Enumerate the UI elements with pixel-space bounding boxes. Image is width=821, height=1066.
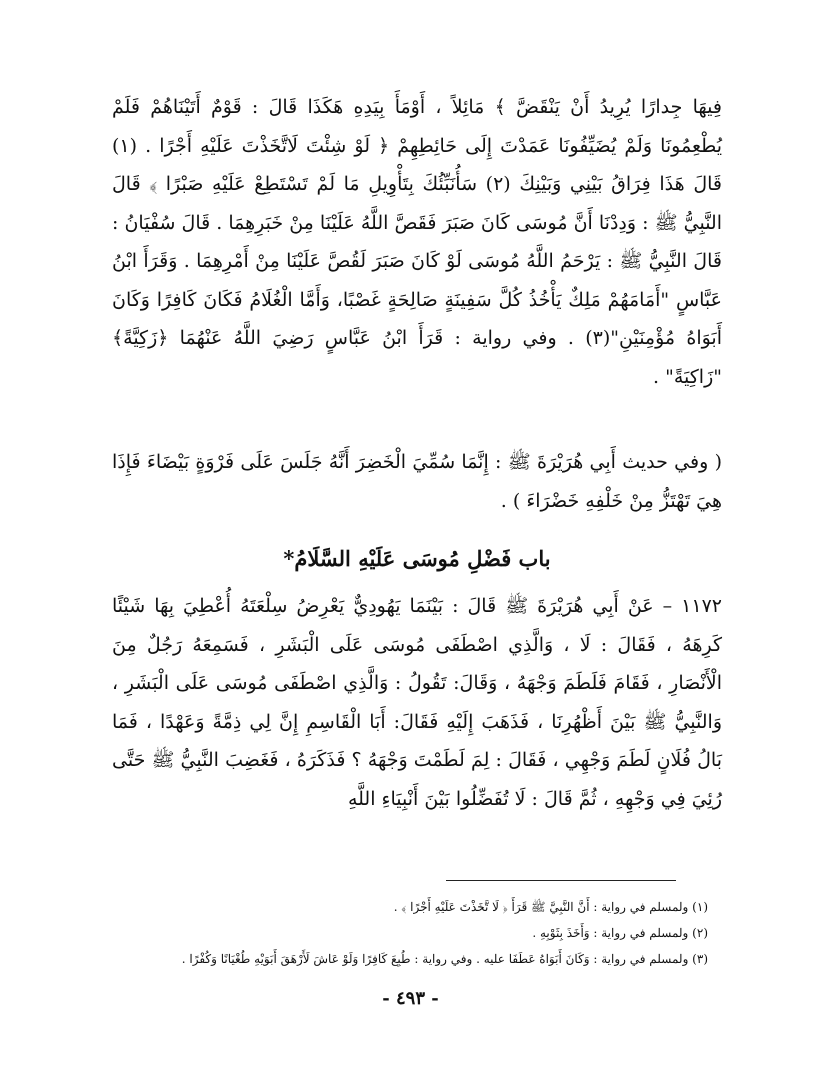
chapter-heading: باب فَضْلِ مُوسَى عَلَيْهِ السَّلَامُ* xyxy=(283,546,551,571)
footnote-1: (١) ولمسلم في رواية : أَنَّ النَّبِيَّ ﷺ قَرَأَ ﴿ لَا تَّخَذْتَ عَلَيْهِ أَجْرًا ﴾ . xyxy=(393,900,708,914)
footnote-3: (٣) ولمسلم في رواية : وَكَانَ أَبَوَاهُ عَطَفَا عليه . وفي رواية : طُبِعَ كَافِرًا وَلَوْ عَاشَ لَأَرْهَقَ أَبَوَيْهِ طُغْيَانًا وَكُفْرًا . xyxy=(181,952,708,966)
footnotes xyxy=(108,894,708,972)
paragraph-hadith-1172: ١١٧٢ – عَنْ أَبِي هُرَيْرَةَ ﷺ قَالَ : بَيْنَمَا يَهُودِيٌّ يَعْرِضُ سِلْعَتَهُ أُعْطِيَ بِهَا شَيْئًا كَرِهَهُ ، فَقَالَ : لَا ، وَالَّذِي اصْطَفَى مُوسَى عَلَى الْبَشَرِ ، فَسَمِعَهُ رَجُلٌ مِنَ الْأَنْصَارِ ، فَقَامَ فَلَطَمَ وَجْهَهُ ، وَقَالَ: تَقُولُ : وَالَّذِي اصْطَفَى مُوسَى عَلَى الْبَشَرِ ، وَالنَّبِيُّ ﷺ بَيْنَ أَظْهُرِنَا ، فَذَهَبَ إِلَيْهِ فَقَالَ: أَبَا الْقَاسِمِ إِنَّ لِي ذِمَّةً وَعَهْدًا ، فَمَا بَالُ فُلَانٍ لَطَمَ وَجْهِي ، فَقَالَ : لِمَ لَطَمْتَ وَجْهَهُ ؟ فَذَكَرَهُ ، فَغَضِبَ النَّبِيُّ ﷺ حَتَّى رُئِيَ فِي وَجْهِهِ ، ثُمَّ قَالَ : لَا تُفَضِّلُوا بَيْنَ أَنْبِيَاءِ اللَّهِ xyxy=(112,595,722,810)
main-text-block xyxy=(112,88,722,818)
paragraph-abu-hurayrah-note: ( وفي حديث أَبِي هُرَيْرَةَ ﷺ : إِنَّمَا سُمِّيَ الْخَضِرَ أَنَّهُ جَلَسَ عَلَى فَرْوَةٍ بَيْضَاءَ فَإِذَا هِيَ تَهْتَزُّ مِنْ خَلْفِهِ خَضْرَاءَ ) . xyxy=(112,451,722,512)
footnote-divider xyxy=(446,880,676,881)
paragraph-khidr-story: فِيهَا جِدارًا يُرِيدُ أَنْ يَنْقَضَّ ﴾ مَائِلاً ، أَوْمَأَ بِيَدِهِ هَكَذَا قَالَ : قَوْمٌ أَتَيْنَاهُمْ فَلَمْ يُطْعِمُونَا وَلَمْ يُضَيِّفُونَا عَمَدْتَ إِلَى حَائِطِهِمْ ﴿ لَوْ شِئْتَ لَاتَّخَذْتَ عَلَيْهِ أَجْرًا . (١) قَالَ هَذَا فِرَاقُ بَيْنِي وَبَيْنِكَ (٢) سَأُنَبِّئُكَ بِتَأْوِيلِ مَا لَمْ تَسْتَطِعْ عَلَيْهِ صَبْرًا ﴾ قَالَ النَّبِيُّ ﷺ : وَدِدْنَا أَنَّ مُوسَى كَانَ صَبَرَ فَقَصَّ اللَّهُ عَلَيْنَا مِنْ خَبَرِهِمَا . قَالَ سُفْيَانُ : قَالَ النَّبِيُّ ﷺ : يَرْحَمُ اللَّهُ مُوسَى لَوْ كَانَ صَبَرَ لَقُصَّ عَلَيْنَا مِنْ أَمْرِهِمَا . وَقَرَأَ ابْنُ عَبَّاسٍ "أَمَامَهُمْ مَلِكٌ يَأْخُذُ كُلَّ سَفِينَةٍ صَالِحَةٍ غَصْبًا، وَأَمَّا الْغُلَامُ فَكَانَ كَافِرًا وَكَانَ أَبَوَاهُ مُؤْمِنَيْنِ"(٣) . وفي رواية : قَرَأَ ابْنُ عَبَّاسٍ رَضِيَ اللَّهُ عَنْهُمَا ﴿زَكِيَّةً﴾ "زَاكِيَةً" . xyxy=(112,96,722,388)
footnote-2: (٢) ولمسلم في رواية : وَأَخَذَ بِثَوْبِهِ . xyxy=(532,926,708,940)
page-number: - ٤٩٣ - xyxy=(382,988,439,1009)
